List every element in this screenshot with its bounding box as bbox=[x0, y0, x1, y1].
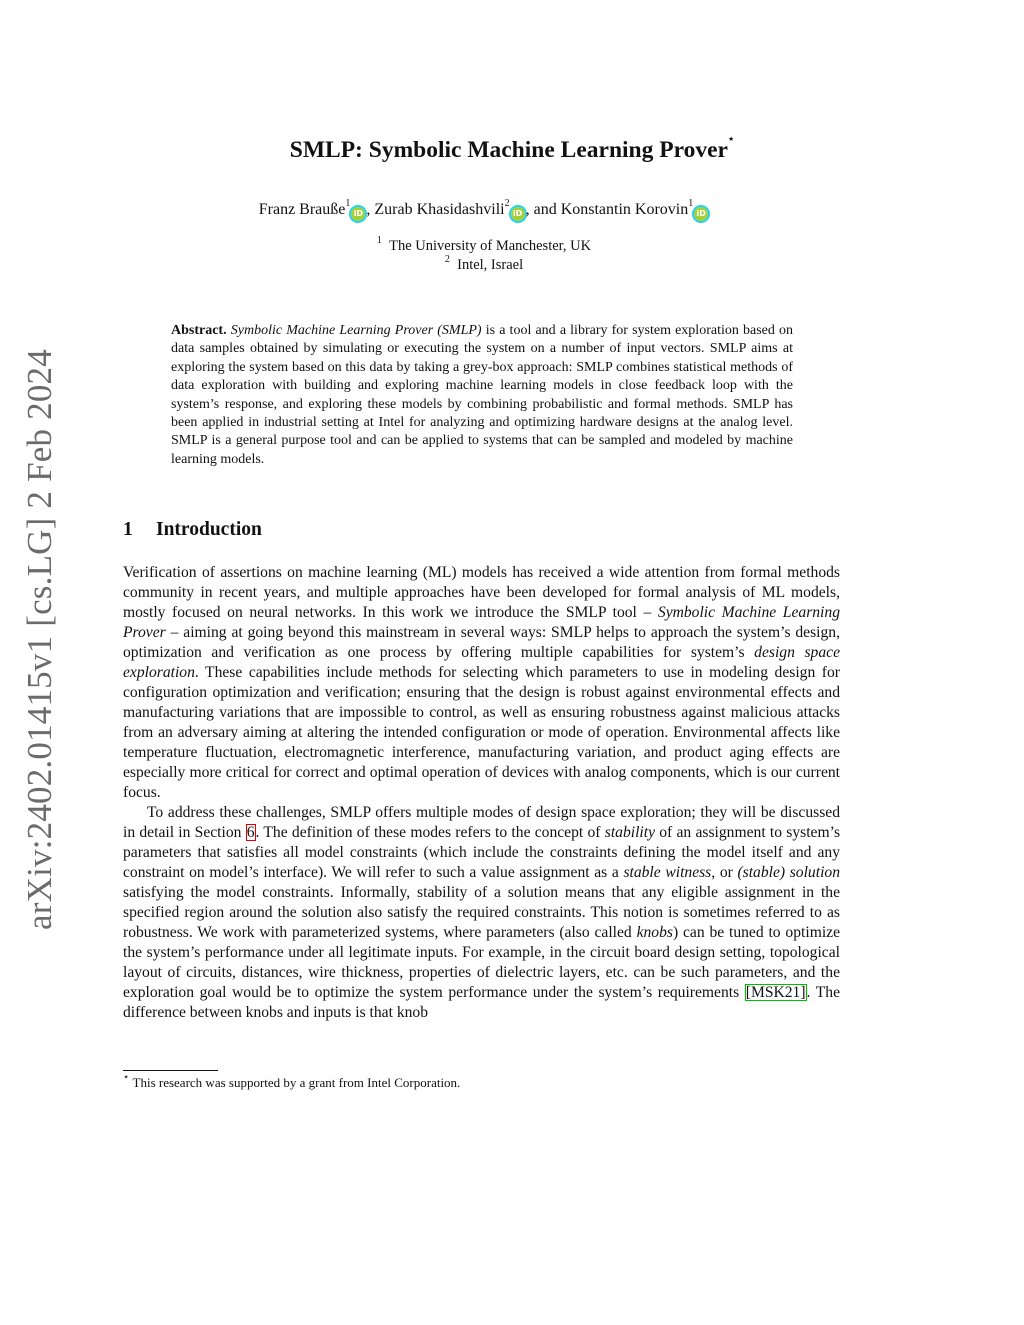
text-run-italic: Symbolic Machine Learning Prover bbox=[123, 604, 840, 641]
title-text: SMLP: Symbolic Machine Learning Prover bbox=[289, 137, 728, 163]
paper-title bbox=[0, 134, 1024, 164]
footnote bbox=[123, 1072, 461, 1091]
affiliation-mark: 1 bbox=[376, 235, 382, 246]
footnote-mark: ⋆ bbox=[123, 1072, 130, 1083]
footnote-text: This research was supported by a grant from Intel Corporation. bbox=[132, 1075, 461, 1090]
text-run: , or bbox=[711, 864, 738, 881]
text-run: . The difference between knobs and inputs is that knob bbox=[123, 984, 840, 1021]
text-run-italic: design space exploration bbox=[123, 644, 840, 681]
affiliation-text: The University of Manchester, UK bbox=[389, 238, 592, 254]
author-affiliation-mark: 1 bbox=[688, 198, 694, 209]
affiliation-text: Intel, Israel bbox=[457, 257, 524, 273]
text-run: . These capabilities include methods for selecting which parameters to use in modeling design for configuration optimization and verification; ensuring that the design is robust against environmental effects and manufacturing variations that are impossible to control, as well as ensuring robustness against malicious attacks from an adversary aiming at altering the intended configuration or mode of operation. Environmental affects like temperature fluctuation, electromagnetic interference, manufacturing variation, and product aging effects are especially more critical for correct and optimal operation of devices with analog components, which is our current focus. bbox=[123, 664, 840, 801]
text-run: satisfying the model constraints. Informally, stability of a solution means that any eligible assignment in the specified region around the solution also satisfy the required constraints. This notion is sometimes referred to as robustness. We work with parameterized systems, where parameters (also called bbox=[123, 884, 840, 941]
author-separator: , bbox=[366, 201, 375, 218]
orcid-icon[interactable]: iD bbox=[694, 207, 708, 221]
orcid-icon[interactable]: iD bbox=[351, 207, 365, 221]
text-run-italic: stability bbox=[604, 824, 655, 841]
author-separator: , and bbox=[525, 201, 561, 218]
affiliation-1 bbox=[0, 235, 968, 255]
text-run-italic: knobs bbox=[636, 924, 673, 941]
text-run-italic: (stable) solution bbox=[737, 864, 840, 881]
citation-link[interactable]: [MSK21] bbox=[745, 984, 806, 1001]
section-heading bbox=[123, 519, 262, 541]
abstract bbox=[171, 322, 793, 469]
text-run: . The definition of these modes refers to the concept of bbox=[255, 824, 605, 841]
section-number: 1 bbox=[123, 519, 133, 540]
section-reference-link[interactable]: 6 bbox=[246, 824, 255, 841]
text-run: ) can be tuned to optimize the system’s performance under all legitimate inputs. For example, in the circuit board design setting, topological layout of circuits, distances, wire thickness, properties of dielectric layers, etc. can be such parameters, and the exploration goal would be to optimize the system performance under the system’s requirements bbox=[123, 924, 840, 1001]
text-run-italic: stable witness bbox=[623, 864, 712, 881]
author-list bbox=[0, 198, 968, 221]
title-footnote-mark: ⋆ bbox=[727, 134, 735, 145]
body-text bbox=[123, 563, 840, 1023]
text-run: To address these challenges, SMLP offers multiple modes of design space exploration; they will be discussed in detail in Section bbox=[123, 804, 840, 841]
affiliation-mark: 2 bbox=[444, 254, 450, 265]
author-affiliation-mark: 1 bbox=[345, 198, 351, 209]
author-name: Zurab Khasidashvili bbox=[374, 201, 505, 218]
orcid-icon[interactable]: iD bbox=[511, 207, 525, 221]
text-run: of an assignment to system’s parameters that satisfies all model constraints (which include the constraints defining the model itself and any constraint on model’s interface). We will refer to such a value assignment as a bbox=[123, 824, 841, 881]
abstract-lead: Symbolic Machine Learning Prover (SMLP) bbox=[230, 323, 482, 338]
abstract-text: is a tool and a library for system exploration based on data samples obtained by simulating or executing the system on a number of input vectors. SMLP aims at exploring the system based on this data by taking a grey-box approach: SMLP combines statistical methods of data exploration with building and exploring machine learning models in close feedback loop with the system’s response, and exploring these models by combining probabilistic and formal methods. SMLP has been applied in industrial setting at Intel for analyzing and optimizing hardware designs at the analog level. SMLP is a general purpose tool and can be applied to systems that can be sampled and modeled by machine learning models. bbox=[171, 323, 793, 467]
abstract-label: Abstract. bbox=[171, 323, 227, 338]
arxiv-identifier-sidebar: arXiv:2402.01415v1 [cs.LG] 2 Feb 2024 bbox=[20, 349, 59, 930]
author-name: Konstantin Korovin bbox=[560, 201, 689, 218]
section-title: Introduction bbox=[156, 519, 262, 540]
footnote-rule bbox=[123, 1070, 218, 1071]
paragraph-1 bbox=[123, 563, 840, 803]
author-affiliation-mark: 2 bbox=[504, 198, 510, 209]
author-name: Franz Brauße bbox=[258, 201, 346, 218]
text-run: – aiming at going beyond this mainstream in several ways: SMLP helps to approach the system’s design, optimization and verification as one process by offering multiple capabilities for system’s bbox=[123, 624, 840, 661]
paragraph-2 bbox=[123, 803, 840, 1023]
text-run: Verification of assertions on machine learning (ML) models has received a wide attention from formal methods community in recent years, and multiple approaches have been developed for formal analysis of ML models, mostly focused on neural networks. In this work we introduce the SMLP tool – bbox=[123, 564, 840, 621]
affiliation-2 bbox=[0, 254, 968, 274]
